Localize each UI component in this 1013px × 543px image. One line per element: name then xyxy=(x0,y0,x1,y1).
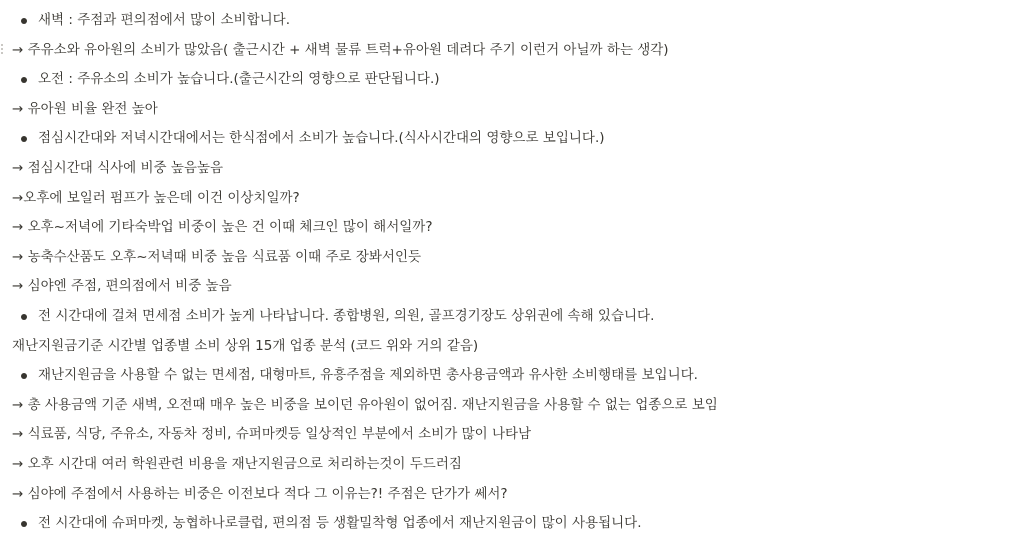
bullet-item[interactable] xyxy=(0,361,1013,391)
line-text: → 식료품, 식당, 주유소, 자동차 정비, 슈퍼마켓등 일상적인 부분에서 소비가 많이 나타남 xyxy=(12,426,532,443)
bullet-item[interactable] xyxy=(0,65,1013,95)
bullet-text: 새벽 : 주점과 편의점에서 많이 소비합니다. xyxy=(38,12,290,28)
bullet-item[interactable] xyxy=(0,302,1013,332)
line-text: →오후에 보일러 펌프가 높은데 이건 이상치일까? xyxy=(12,189,300,206)
text-line[interactable] xyxy=(0,480,1013,510)
text-line[interactable] xyxy=(0,420,1013,450)
drag-handle-icon[interactable] xyxy=(1,44,5,57)
bullet-dot-icon xyxy=(21,314,27,320)
bullet-dot-icon xyxy=(21,18,27,24)
bullet-dot-icon xyxy=(21,77,27,83)
text-line[interactable] xyxy=(0,272,1013,302)
text-line[interactable] xyxy=(0,450,1013,480)
bullet-dot-icon xyxy=(21,373,27,379)
line-text: → 오후~저녁에 기타숙박업 비중이 높은 건 이때 체크인 많이 해서일까? xyxy=(12,219,433,236)
bullet-text: 전 시간대에 걸쳐 면세점 소비가 높게 나타납니다. 종합병원, 의원, 골프경기장도 상위권에 속해 있습니다. xyxy=(38,307,655,324)
text-line[interactable] xyxy=(0,95,1013,125)
text-line[interactable] xyxy=(0,36,1013,66)
bullet-text: 전 시간대에 슈퍼마켓, 농협하나로클럽, 편의점 등 생활밀착형 업종에서 재난지원금이 많이 사용됩니다. xyxy=(38,515,642,532)
line-text: → 심야에 주점에서 사용하는 비중은 이전보다 적다 그 이유는?! 주점은 단가가 쎄서? xyxy=(12,485,508,502)
text-line[interactable] xyxy=(0,213,1013,243)
line-text: → 심야엔 주점, 편의점에서 비중 높음 xyxy=(12,278,232,295)
line-text: → 점심시간대 식사에 비중 높음높음 xyxy=(12,159,224,176)
bullet-text: 점심시간대와 저녁시간대에서는 한식점에서 소비가 높습니다.(식사시간대의 영향으로 보입니다.) xyxy=(38,130,605,147)
text-line[interactable] xyxy=(0,154,1013,184)
line-text: → 오후 시간대 여러 학원관련 비용을 재난지원금으로 처리하는것이 두드러짐 xyxy=(12,455,462,472)
bullet-text: 재난지원금을 사용할 수 없는 면세점, 대형마트, 유흥주점을 제외하면 총사용금액과 유사한 소비행태를 보입니다. xyxy=(38,367,698,384)
text-line[interactable] xyxy=(0,243,1013,273)
line-text: → 유아원 비율 완전 높아 xyxy=(12,100,158,117)
line-text: → 총 사용금액 기준 새벽, 오전때 매우 높은 비중을 보이던 유아원이 없어짐. 재난지원금을 사용할 수 없는 업종으로 보임 xyxy=(12,396,718,413)
bullet-text: 오전 : 주유소의 소비가 높습니다.(출근시간의 영향으로 판단됩니다.) xyxy=(38,71,440,88)
notes-page xyxy=(0,6,1013,539)
line-text: → 농축수산품도 오후~저녁때 비중 높음 식료품 이때 주로 장봐서인듯 xyxy=(12,248,422,265)
text-line[interactable] xyxy=(0,184,1013,214)
line-text: → 주유소와 유아원의 소비가 많았음( 출근시간 + 새벽 물류 트럭+유아원 데려다 주기 이런거 아닐까 하는 생각) xyxy=(12,41,669,58)
bullet-item[interactable] xyxy=(0,124,1013,154)
bullet-item[interactable] xyxy=(0,6,1013,36)
line-text: 재난지원금기준 시간별 업종별 소비 상위 15개 업종 분석 (코드 위와 거의 같음) xyxy=(12,337,479,354)
text-line[interactable] xyxy=(0,332,1013,362)
text-line[interactable] xyxy=(0,391,1013,421)
bullet-item[interactable] xyxy=(0,509,1013,539)
bullet-dot-icon xyxy=(21,136,27,142)
bullet-dot-icon xyxy=(21,521,27,527)
